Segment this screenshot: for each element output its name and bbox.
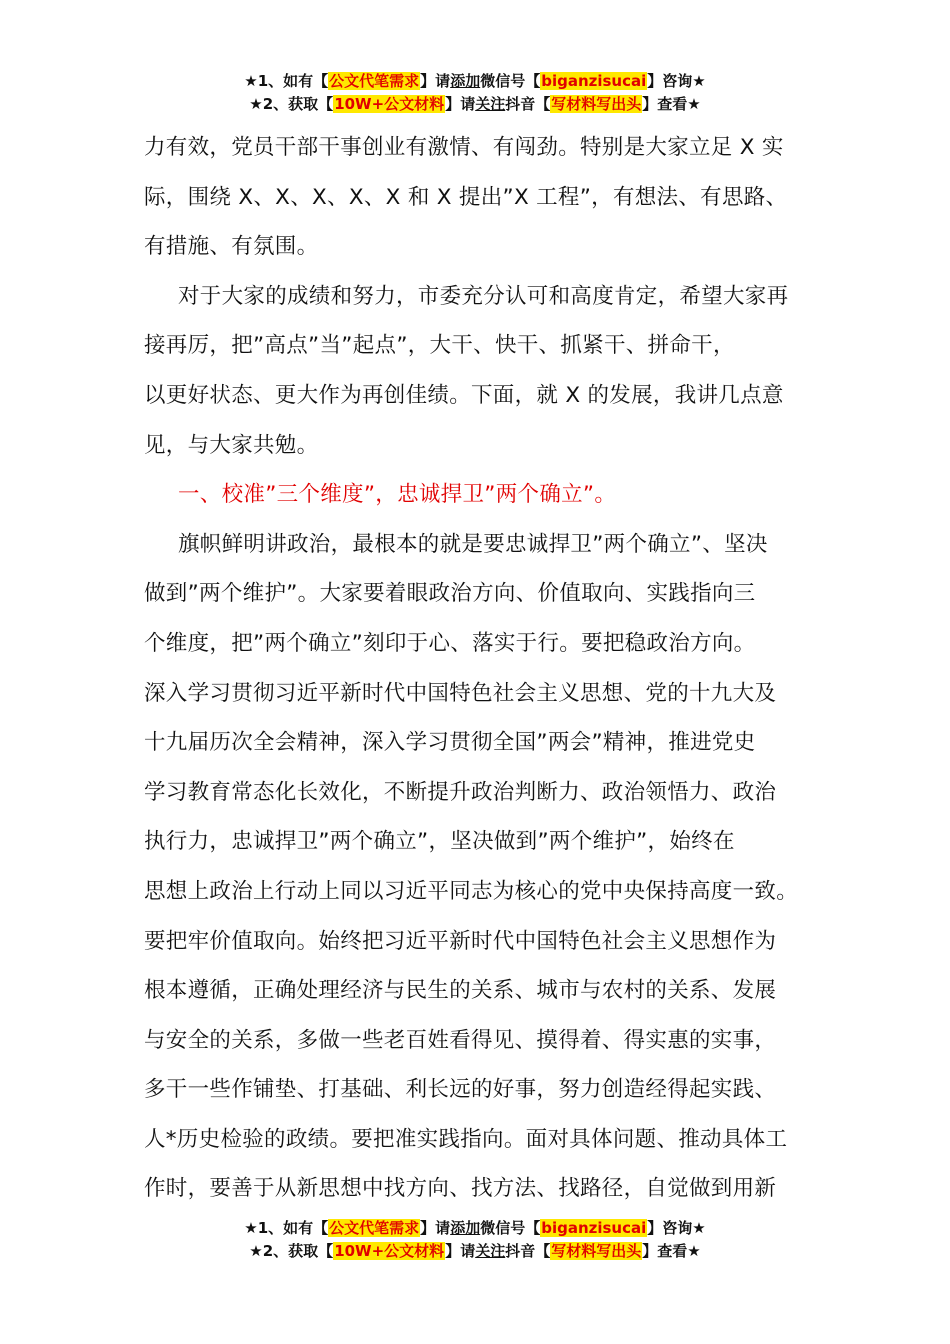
- highlight-materials: 10W+公文材料: [334, 95, 445, 113]
- highlight-douyin-id: 写材料写出头: [551, 1242, 642, 1260]
- paragraph-3: 旗帜鲜明讲政治，最根本的就是要忠诚捍卫”两个确立”、坚决 做到”两个维护”。大家要着眼政治方向、价值取向、实践指向三 个维度，把”两个确立”刻印于心、落实于行。要把稳政治方向。 深入学习贯彻习近平新时代中国特色社会主义思想、党的十九大及 十九届历次全会精神，深入学习贯彻全国”两会”精神，推进党史 学习教育常态化长效化，不断提升政治判断力、政治领悟力、政治 执行力，忠诚捍卫”两个确立”，坚决做到”两个维护”，始终在 思想上政治上行动上同以习近平同志为核心的党中央保持高度一致。 要把牢价值取向。始终把习近平新时代中国特色社会主义思想作为 根本遵循，正确处理经济与民生的关系、城市与农村的关系、发展 与安全的关系，多做一些老百姓看得见、摸得着、得实惠的实事， 多干一些作铺垫、打基础、利长远的好事，努力创造经得起实践、 人*历史检验的政绩。要把准实践指向。面对具体问题、推动具体工 作时，要善于从新思想中找方向、找方法、找路径，自觉做到用新: [144, 531, 799, 1202]
- banner-text: 微信号【: [480, 72, 541, 90]
- banner-text: 】请: [420, 1219, 451, 1237]
- banner-text: 抖音【: [505, 1242, 551, 1260]
- banner-line-2: [0, 93, 950, 116]
- banner-underlined: 添加: [450, 1219, 481, 1237]
- highlight-service: 公文代笔需求: [329, 72, 420, 90]
- banner-text: 微信号【: [480, 1219, 541, 1237]
- section-heading: 一、校准”三个维度”，忠诚捍卫”两个确立”。: [178, 482, 617, 508]
- banner-text: 】查看★: [642, 95, 701, 113]
- banner-text: 】咨询★: [647, 1219, 706, 1237]
- banner-line-1: [0, 1217, 950, 1240]
- banner-underlined: 关注: [475, 95, 506, 113]
- highlight-douyin-id: 写材料写出头: [551, 95, 642, 113]
- banner-text: ★2、获取【: [249, 95, 334, 113]
- banner-text: ★2、获取【: [249, 1242, 334, 1260]
- highlight-wechat-id: biganzisucai: [541, 1219, 647, 1237]
- banner-line-2: [0, 1240, 950, 1263]
- paragraph-1: 力有效，党员干部干事创业有激情、有闯劲。特别是大家立足 X 实 际，围绕 X、X、X、X、X 和 X 提出”X 工程”，有想法、有思路、 有措施、有氛围。: [144, 135, 788, 260]
- banner-text: 】查看★: [642, 1242, 701, 1260]
- header-banner: [0, 70, 950, 116]
- document-body: [144, 123, 824, 1214]
- highlight-wechat-id: biganzisucai: [541, 72, 647, 90]
- banner-text: 】咨询★: [647, 72, 706, 90]
- banner-text: ★1、如有【: [244, 72, 329, 90]
- paragraph-2: 对于大家的成绩和努力，市委充分认可和高度肯定，希望大家再 接再厉，把”高点”当”起点”，大干、快干、抓紧干、拼命干， 以更好状态、更大作为再创佳绩。下面，就 X 的发展，我讲几点意 见，与大家共勉。: [144, 283, 789, 458]
- banner-underlined: 关注: [475, 1242, 506, 1260]
- highlight-service: 公文代笔需求: [329, 1219, 420, 1237]
- banner-text: 】请: [445, 95, 476, 113]
- highlight-materials: 10W+公文材料: [334, 1242, 445, 1260]
- banner-text: ★1、如有【: [244, 1219, 329, 1237]
- banner-underlined: 添加: [450, 72, 481, 90]
- footer-banner: [0, 1217, 950, 1263]
- banner-text: 】请: [420, 72, 451, 90]
- banner-line-1: [0, 70, 950, 93]
- banner-text: 】请: [445, 1242, 476, 1260]
- banner-text: 抖音【: [505, 95, 551, 113]
